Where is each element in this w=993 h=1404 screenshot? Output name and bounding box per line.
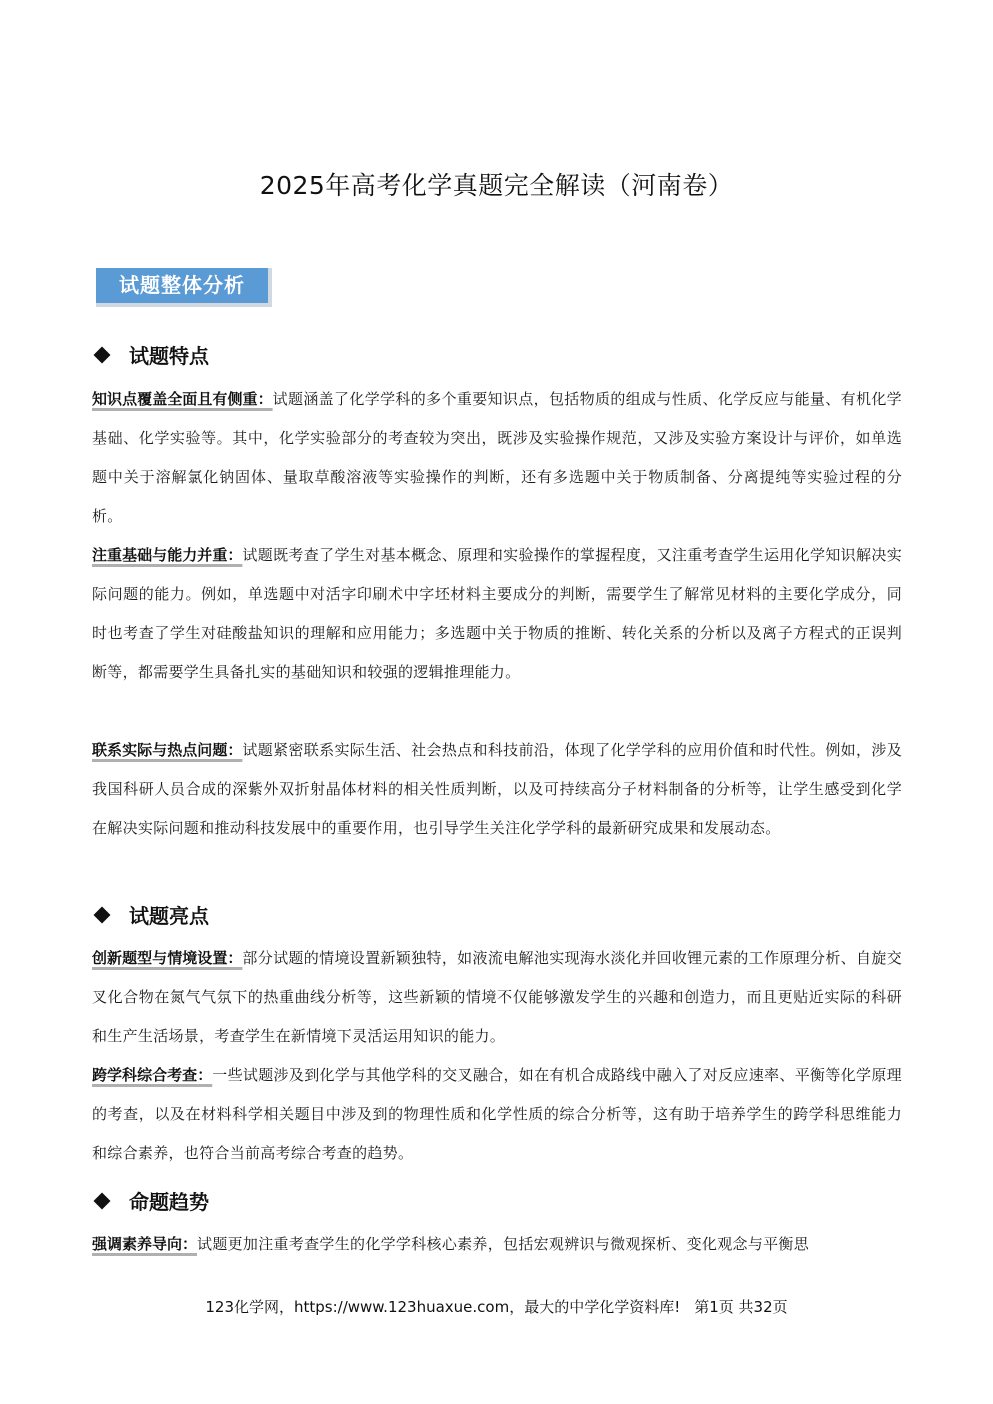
section-heading-highlights (92, 900, 209, 929)
paragraph-knowledge-coverage (92, 380, 902, 536)
footer-source-link[interactable]: 123化学网，https://www.123huaxue.com，最大的中学化学资料库! (205, 1298, 681, 1316)
paragraph-lead: 强调素养导向： (92, 1235, 198, 1253)
paragraph-text: 试题更加注重考查学生的化学学科核心素养，包括宏观辨识与微观探析、变化观念与平衡思 (197, 1235, 810, 1253)
paragraph-innovative-scenarios (92, 939, 902, 1056)
paragraph-basics-ability (92, 536, 902, 692)
paragraph-lead: 注重基础与能力并重： (92, 546, 243, 564)
footer-page-number: 第1页 共32页 (694, 1298, 788, 1316)
section-heading-trends (92, 1186, 209, 1215)
paragraph-lead: 联系实际与热点问题： (92, 741, 243, 759)
diamond-bullet-icon (94, 906, 111, 923)
paragraph-lead: 知识点覆盖全面且有侧重： (92, 390, 273, 408)
page-title: 2025年高考化学真题完全解读（河南卷） (259, 171, 734, 200)
paragraph-lead: 创新题型与情境设置： (92, 949, 243, 967)
section-heading-features (92, 340, 209, 369)
section-heading-label: 试题特点 (129, 344, 209, 368)
paragraph-practical-hotspots (92, 731, 902, 848)
paragraph-literacy-orientation (92, 1225, 902, 1264)
paragraph-lead: 跨学科综合考查： (92, 1066, 213, 1084)
section-heading-label: 命题趋势 (129, 1190, 209, 1214)
paragraph-text: 部分试题的情境设置新颖独特，如液流电解池实现海水淡化并回收锂元素的工作原理分析、自旋交叉化合物在氮气气氛下的热重曲线分析等，这些新颖的情境不仅能够激发学生的兴趣和创造力，而且更贴近实际的科研和生产生活场景，考查学生在新情境下灵活运用知识的能力。 (92, 949, 902, 1045)
diamond-bullet-icon (94, 346, 111, 363)
paragraph-text: 试题紧密联系实际生活、社会热点和科技前沿，体现了化学学科的应用价值和时代性。例如，涉及我国科研人员合成的深紫外双折射晶体材料的相关性质判断，以及可持续高分子材料制备的分析等，让学生感受到化学在解决实际问题和推动科技发展中的重要作用，也引导学生关注化学学科的最新研究成果和发展动态。 (92, 741, 902, 837)
page-footer (0, 1296, 993, 1317)
diamond-bullet-icon (94, 1192, 111, 1209)
paragraph-interdisciplinary (92, 1056, 902, 1173)
paragraph-text: 试题既考查了学生对基本概念、原理和实验操作的掌握程度，又注重考查学生运用化学知识解决实际问题的能力。例如，单选题中对活字印刷术中字坯材料主要成分的判断，需要学生了解常见材料的主要化学成分，同时也考查了学生对硅酸盐知识的理解和应用能力；多选题中关于物质的推断、转化关系的分析以及离子方程式的正误判断等，都需要学生具备扎实的基础知识和较强的逻辑推理能力。 (92, 546, 902, 681)
paragraph-text: 一些试题涉及到化学与其他学科的交叉融合，如在有机合成路线中融入了对反应速率、平衡等化学原理的考查，以及在材料科学相关题目中涉及到的物理性质和化学性质的综合分析等，这有助于培养学生的跨学科思维能力和综合素养，也符合当前高考综合考查的趋势。 (92, 1066, 902, 1162)
section-banner: 试题整体分析 (96, 268, 272, 307)
section-heading-label: 试题亮点 (129, 904, 209, 928)
paragraph-text: 试题涵盖了化学学科的多个重要知识点，包括物质的组成与性质、化学反应与能量、有机化学基础、化学实验等。其中，化学实验部分的考查较为突出，既涉及实验操作规范，又涉及实验方案设计与评价，如单选题中关于溶解氯化钠固体、量取草酸溶液等实验操作的判断，还有多选题中关于物质制备、分离提纯等实验过程的分析。 (92, 390, 902, 525)
